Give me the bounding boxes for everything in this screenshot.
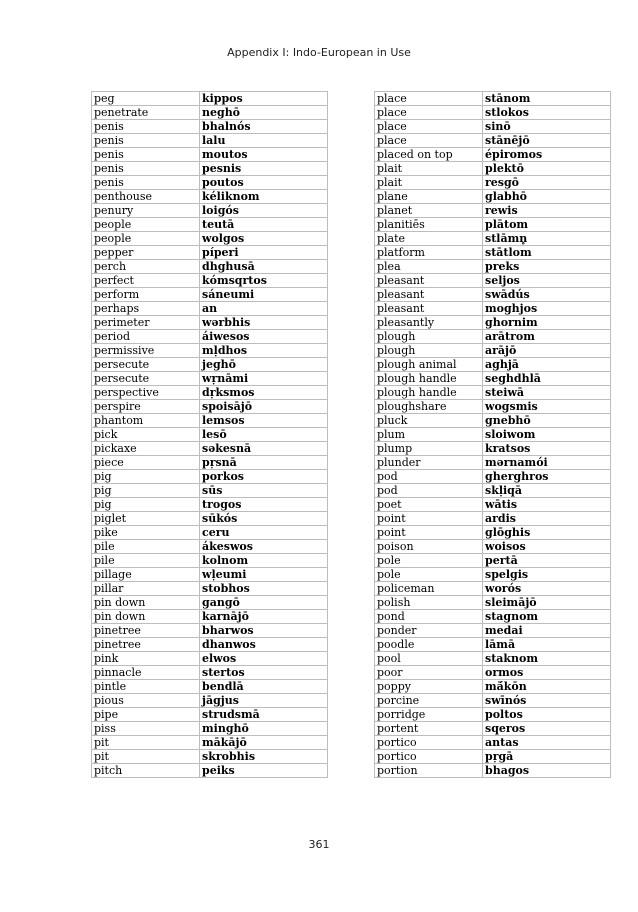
indo-european-term: ceru: [200, 526, 328, 540]
glossary-row: [92, 162, 328, 176]
english-term: pile: [92, 554, 200, 568]
english-term: plump: [375, 442, 483, 456]
indo-european-term: pesnis: [200, 162, 328, 176]
glossary-row: [375, 736, 611, 750]
glossary-row: [92, 512, 328, 526]
english-term: placed on top: [375, 148, 483, 162]
glossary-row: [92, 596, 328, 610]
english-term: penis: [92, 120, 200, 134]
english-term: pink: [92, 652, 200, 666]
indo-european-term: ghornim: [483, 316, 611, 330]
indo-european-term: woisos: [483, 540, 611, 554]
glossary-row: [375, 470, 611, 484]
glossary-row: [375, 708, 611, 722]
glossary-row: [375, 456, 611, 470]
glossary-row: [92, 722, 328, 736]
english-term: piglet: [92, 512, 200, 526]
glossary-row: [375, 176, 611, 190]
glossary-row: [92, 610, 328, 624]
indo-european-term: swādús: [483, 288, 611, 302]
glossary-row: [375, 106, 611, 120]
glossary-row: [375, 596, 611, 610]
glossary-row: [375, 554, 611, 568]
glossary-row: [92, 260, 328, 274]
glossary-row: [92, 638, 328, 652]
english-term: permissive: [92, 344, 200, 358]
english-term: place: [375, 92, 483, 106]
english-term: place: [375, 120, 483, 134]
glossary-row: [92, 694, 328, 708]
indo-european-term: sinō: [483, 120, 611, 134]
english-term: perhaps: [92, 302, 200, 316]
glossary-row: [375, 638, 611, 652]
glossary-row: [92, 330, 328, 344]
glossary-row: [375, 400, 611, 414]
english-term: plough handle: [375, 386, 483, 400]
glossary-row: [375, 764, 611, 778]
glossary-row: [375, 372, 611, 386]
indo-european-term: mərnamói: [483, 456, 611, 470]
glossary-row: [375, 148, 611, 162]
glossary-row: [92, 708, 328, 722]
indo-european-term: swīnós: [483, 694, 611, 708]
glossary-row: [375, 162, 611, 176]
glossary-row: [92, 568, 328, 582]
indo-european-term: poltos: [483, 708, 611, 722]
indo-european-term: épiromos: [483, 148, 611, 162]
indo-european-term: arājō: [483, 344, 611, 358]
indo-european-term: píperi: [200, 246, 328, 260]
indo-european-term: porkos: [200, 470, 328, 484]
english-term: porcine: [375, 694, 483, 708]
indo-european-term: sūs: [200, 484, 328, 498]
indo-european-term: áiwesos: [200, 330, 328, 344]
english-term: pitch: [92, 764, 200, 778]
indo-european-term: bendlā: [200, 680, 328, 694]
indo-european-term: an: [200, 302, 328, 316]
indo-european-term: stertos: [200, 666, 328, 680]
glossary-row: [92, 666, 328, 680]
glossary-row: [375, 218, 611, 232]
glossary-row: [375, 694, 611, 708]
indo-european-term: elwos: [200, 652, 328, 666]
indo-european-term: mḷdhos: [200, 344, 328, 358]
indo-european-term: trogos: [200, 498, 328, 512]
glossary-row: [92, 624, 328, 638]
glossary-row: [375, 526, 611, 540]
indo-european-term: glōghis: [483, 526, 611, 540]
indo-european-term: skrobhis: [200, 750, 328, 764]
indo-european-term: stobhos: [200, 582, 328, 596]
indo-european-term: glabhō: [483, 190, 611, 204]
english-term: plough animal: [375, 358, 483, 372]
indo-european-term: ormos: [483, 666, 611, 680]
indo-european-term: peiks: [200, 764, 328, 778]
glossary-row: [375, 582, 611, 596]
glossary-row: [92, 498, 328, 512]
english-term: pick: [92, 428, 200, 442]
english-term: portent: [375, 722, 483, 736]
indo-european-term: spoisājō: [200, 400, 328, 414]
english-term: pluck: [375, 414, 483, 428]
english-term: place: [375, 106, 483, 120]
english-term: portion: [375, 764, 483, 778]
indo-european-term: stātlom: [483, 246, 611, 260]
glossary-row: [92, 302, 328, 316]
english-term: poet: [375, 498, 483, 512]
english-term: plough: [375, 344, 483, 358]
english-term: porridge: [375, 708, 483, 722]
indo-european-term: skḷiqā: [483, 484, 611, 498]
glossary-row: [375, 666, 611, 680]
english-term: pipe: [92, 708, 200, 722]
indo-european-term: dhanwos: [200, 638, 328, 652]
english-term: pod: [375, 470, 483, 484]
indo-european-term: dṛksmos: [200, 386, 328, 400]
glossary-row: [92, 288, 328, 302]
english-term: pillar: [92, 582, 200, 596]
english-term: perspective: [92, 386, 200, 400]
indo-european-term: strudsmā: [200, 708, 328, 722]
english-term: piece: [92, 456, 200, 470]
english-term: pile: [92, 540, 200, 554]
english-term: plea: [375, 260, 483, 274]
page-number: 361: [308, 838, 330, 851]
english-term: pinetree: [92, 638, 200, 652]
glossary-row: [375, 442, 611, 456]
english-term: phantom: [92, 414, 200, 428]
english-term: persecute: [92, 372, 200, 386]
indo-european-term: stlāmn̥: [483, 232, 611, 246]
english-term: penury: [92, 204, 200, 218]
english-term: planitiēs: [375, 218, 483, 232]
glossary-row: [92, 540, 328, 554]
indo-european-term: loigós: [200, 204, 328, 218]
english-term: polish: [375, 596, 483, 610]
indo-european-term: sloiwom: [483, 428, 611, 442]
glossary-row: [375, 204, 611, 218]
indo-european-term: medai: [483, 624, 611, 638]
indo-european-term: minghō: [200, 722, 328, 736]
indo-european-term: wḷeumi: [200, 568, 328, 582]
indo-european-term: lesō: [200, 428, 328, 442]
english-term: pin down: [92, 596, 200, 610]
indo-european-term: mākājō: [200, 736, 328, 750]
page-header: Appendix I: Indo-European in Use: [227, 46, 411, 59]
glossary-row: [92, 134, 328, 148]
indo-european-term: teutā: [200, 218, 328, 232]
glossary-row: [375, 680, 611, 694]
glossary-row: [92, 484, 328, 498]
glossary-row: [375, 568, 611, 582]
english-term: pool: [375, 652, 483, 666]
glossary-row: [92, 750, 328, 764]
english-term: poor: [375, 666, 483, 680]
english-term: poison: [375, 540, 483, 554]
english-term: pole: [375, 568, 483, 582]
glossary-row: [92, 120, 328, 134]
indo-european-term: moutos: [200, 148, 328, 162]
glossary-row: [375, 484, 611, 498]
indo-european-term: kéliknom: [200, 190, 328, 204]
indo-european-term: ardis: [483, 512, 611, 526]
english-term: point: [375, 512, 483, 526]
indo-european-term: seljos: [483, 274, 611, 288]
indo-european-term: kolnom: [200, 554, 328, 568]
english-term: pickaxe: [92, 442, 200, 456]
indo-european-term: wātis: [483, 498, 611, 512]
indo-european-term: dhghusā: [200, 260, 328, 274]
glossary-row: [92, 736, 328, 750]
glossary-row: [375, 302, 611, 316]
glossary-row: [92, 106, 328, 120]
english-term: poodle: [375, 638, 483, 652]
glossary-row: [92, 148, 328, 162]
glossary-row: [92, 414, 328, 428]
indo-european-term: bhalnós: [200, 120, 328, 134]
glossary-row: [375, 386, 611, 400]
english-term: plough handle: [375, 372, 483, 386]
indo-european-term: pṛsnā: [200, 456, 328, 470]
indo-european-term: neghō: [200, 106, 328, 120]
glossary-row: [375, 512, 611, 526]
glossary-row: [92, 470, 328, 484]
indo-european-term: sūkós: [200, 512, 328, 526]
indo-european-term: jāgjus: [200, 694, 328, 708]
english-term: perform: [92, 288, 200, 302]
indo-european-term: lemsos: [200, 414, 328, 428]
glossary-row: [92, 204, 328, 218]
glossary-row: [375, 288, 611, 302]
indo-european-term: wərbhis: [200, 316, 328, 330]
english-term: pin down: [92, 610, 200, 624]
english-term: pike: [92, 526, 200, 540]
english-term: pig: [92, 484, 200, 498]
glossary-row: [92, 372, 328, 386]
indo-european-term: gherghros: [483, 470, 611, 484]
english-term: pig: [92, 498, 200, 512]
glossary-row: [375, 652, 611, 666]
glossary-row: [375, 540, 611, 554]
glossary-row: [92, 554, 328, 568]
glossary-row: [92, 344, 328, 358]
english-term: plunder: [375, 456, 483, 470]
english-term: period: [92, 330, 200, 344]
english-term: pit: [92, 736, 200, 750]
english-term: piss: [92, 722, 200, 736]
glossary-row: [92, 442, 328, 456]
glossary-row: [92, 526, 328, 540]
indo-european-term: stlokos: [483, 106, 611, 120]
glossary-row: [92, 316, 328, 330]
english-term: penis: [92, 176, 200, 190]
english-term: policeman: [375, 582, 483, 596]
glossary-row: [375, 120, 611, 134]
glossary-row: [375, 316, 611, 330]
indo-european-term: wolgos: [200, 232, 328, 246]
indo-european-term: lāmā: [483, 638, 611, 652]
english-term: plough: [375, 330, 483, 344]
glossary-row: [92, 400, 328, 414]
indo-european-term: gnebhō: [483, 414, 611, 428]
indo-european-term: stānom: [483, 92, 611, 106]
indo-european-term: sqeros: [483, 722, 611, 736]
glossary-row: [92, 246, 328, 260]
indo-european-term: worós: [483, 582, 611, 596]
indo-european-term: sáneumi: [200, 288, 328, 302]
english-term: plum: [375, 428, 483, 442]
english-term: pig: [92, 470, 200, 484]
english-term: plait: [375, 176, 483, 190]
english-term: pleasant: [375, 274, 483, 288]
glossary-row: [375, 246, 611, 260]
glossary-row: [92, 232, 328, 246]
indo-european-term: aghjā: [483, 358, 611, 372]
english-term: point: [375, 526, 483, 540]
english-term: pious: [92, 694, 200, 708]
english-term: penis: [92, 148, 200, 162]
indo-european-term: lalu: [200, 134, 328, 148]
indo-european-term: moghjos: [483, 302, 611, 316]
indo-european-term: pṛgā: [483, 750, 611, 764]
indo-european-term: stagnom: [483, 610, 611, 624]
indo-european-term: steiwā: [483, 386, 611, 400]
indo-european-term: sleimājō: [483, 596, 611, 610]
english-term: portico: [375, 750, 483, 764]
english-term: planet: [375, 204, 483, 218]
english-term: penis: [92, 162, 200, 176]
english-term: perimeter: [92, 316, 200, 330]
glossary-row: [375, 610, 611, 624]
indo-european-term: səkesnā: [200, 442, 328, 456]
indo-european-term: rewis: [483, 204, 611, 218]
indo-european-term: pertā: [483, 554, 611, 568]
glossary-row: [92, 92, 328, 106]
glossary-row: [375, 134, 611, 148]
indo-european-term: poutos: [200, 176, 328, 190]
english-term: penthouse: [92, 190, 200, 204]
english-term: penis: [92, 134, 200, 148]
english-term: pond: [375, 610, 483, 624]
glossary-row: [375, 498, 611, 512]
glossary-row: [92, 190, 328, 204]
english-term: pit: [92, 750, 200, 764]
indo-european-term: kómsqrtos: [200, 274, 328, 288]
glossary-table-left: [91, 91, 328, 778]
indo-european-term: seghdhlā: [483, 372, 611, 386]
english-term: pepper: [92, 246, 200, 260]
english-term: poppy: [375, 680, 483, 694]
glossary-row: [375, 260, 611, 274]
glossary-row: [92, 386, 328, 400]
glossary-row: [375, 92, 611, 106]
english-term: plane: [375, 190, 483, 204]
english-term: pod: [375, 484, 483, 498]
english-term: perfect: [92, 274, 200, 288]
glossary-row: [92, 652, 328, 666]
indo-european-term: bhagos: [483, 764, 611, 778]
glossary-row: [375, 428, 611, 442]
english-term: pinnacle: [92, 666, 200, 680]
english-term: plait: [375, 162, 483, 176]
english-term: pinetree: [92, 624, 200, 638]
english-term: pillage: [92, 568, 200, 582]
indo-european-term: bharwos: [200, 624, 328, 638]
indo-european-term: gangō: [200, 596, 328, 610]
english-term: portico: [375, 736, 483, 750]
glossary-row: [92, 176, 328, 190]
english-term: people: [92, 232, 200, 246]
indo-european-term: resgō: [483, 176, 611, 190]
indo-european-term: stānējō: [483, 134, 611, 148]
indo-european-term: ákeswos: [200, 540, 328, 554]
english-term: pleasant: [375, 302, 483, 316]
glossary-row: [375, 722, 611, 736]
english-term: peg: [92, 92, 200, 106]
indo-european-term: plātom: [483, 218, 611, 232]
glossary-row: [375, 414, 611, 428]
indo-european-term: plektō: [483, 162, 611, 176]
glossary-row: [92, 456, 328, 470]
glossary-row: [375, 330, 611, 344]
english-term: pleasantly: [375, 316, 483, 330]
english-term: pintle: [92, 680, 200, 694]
glossary-row: [375, 358, 611, 372]
indo-european-term: kippos: [200, 92, 328, 106]
glossary-row: [92, 358, 328, 372]
indo-european-term: spelgis: [483, 568, 611, 582]
glossary-row: [92, 218, 328, 232]
glossary-row: [375, 344, 611, 358]
indo-european-term: antas: [483, 736, 611, 750]
english-term: people: [92, 218, 200, 232]
english-term: place: [375, 134, 483, 148]
english-term: ponder: [375, 624, 483, 638]
indo-european-term: wogsmis: [483, 400, 611, 414]
glossary-row: [375, 232, 611, 246]
english-term: penetrate: [92, 106, 200, 120]
glossary-row: [92, 680, 328, 694]
glossary-row: [375, 190, 611, 204]
english-term: persecute: [92, 358, 200, 372]
indo-european-term: jeghō: [200, 358, 328, 372]
english-term: plate: [375, 232, 483, 246]
glossary-row: [92, 582, 328, 596]
indo-european-term: preks: [483, 260, 611, 274]
glossary-row: [92, 274, 328, 288]
english-term: ploughshare: [375, 400, 483, 414]
english-term: pole: [375, 554, 483, 568]
english-term: perspire: [92, 400, 200, 414]
indo-european-term: karnājō: [200, 610, 328, 624]
english-term: perch: [92, 260, 200, 274]
glossary-row: [92, 764, 328, 778]
glossary-row: [375, 750, 611, 764]
glossary-row: [375, 624, 611, 638]
glossary-row: [92, 428, 328, 442]
glossary-table-right: [374, 91, 611, 778]
indo-european-term: staknom: [483, 652, 611, 666]
indo-european-term: arātrom: [483, 330, 611, 344]
indo-european-term: wṛnāmi: [200, 372, 328, 386]
english-term: platform: [375, 246, 483, 260]
indo-european-term: kratsos: [483, 442, 611, 456]
english-term: pleasant: [375, 288, 483, 302]
indo-european-term: mā́kōn: [483, 680, 611, 694]
glossary-row: [375, 274, 611, 288]
